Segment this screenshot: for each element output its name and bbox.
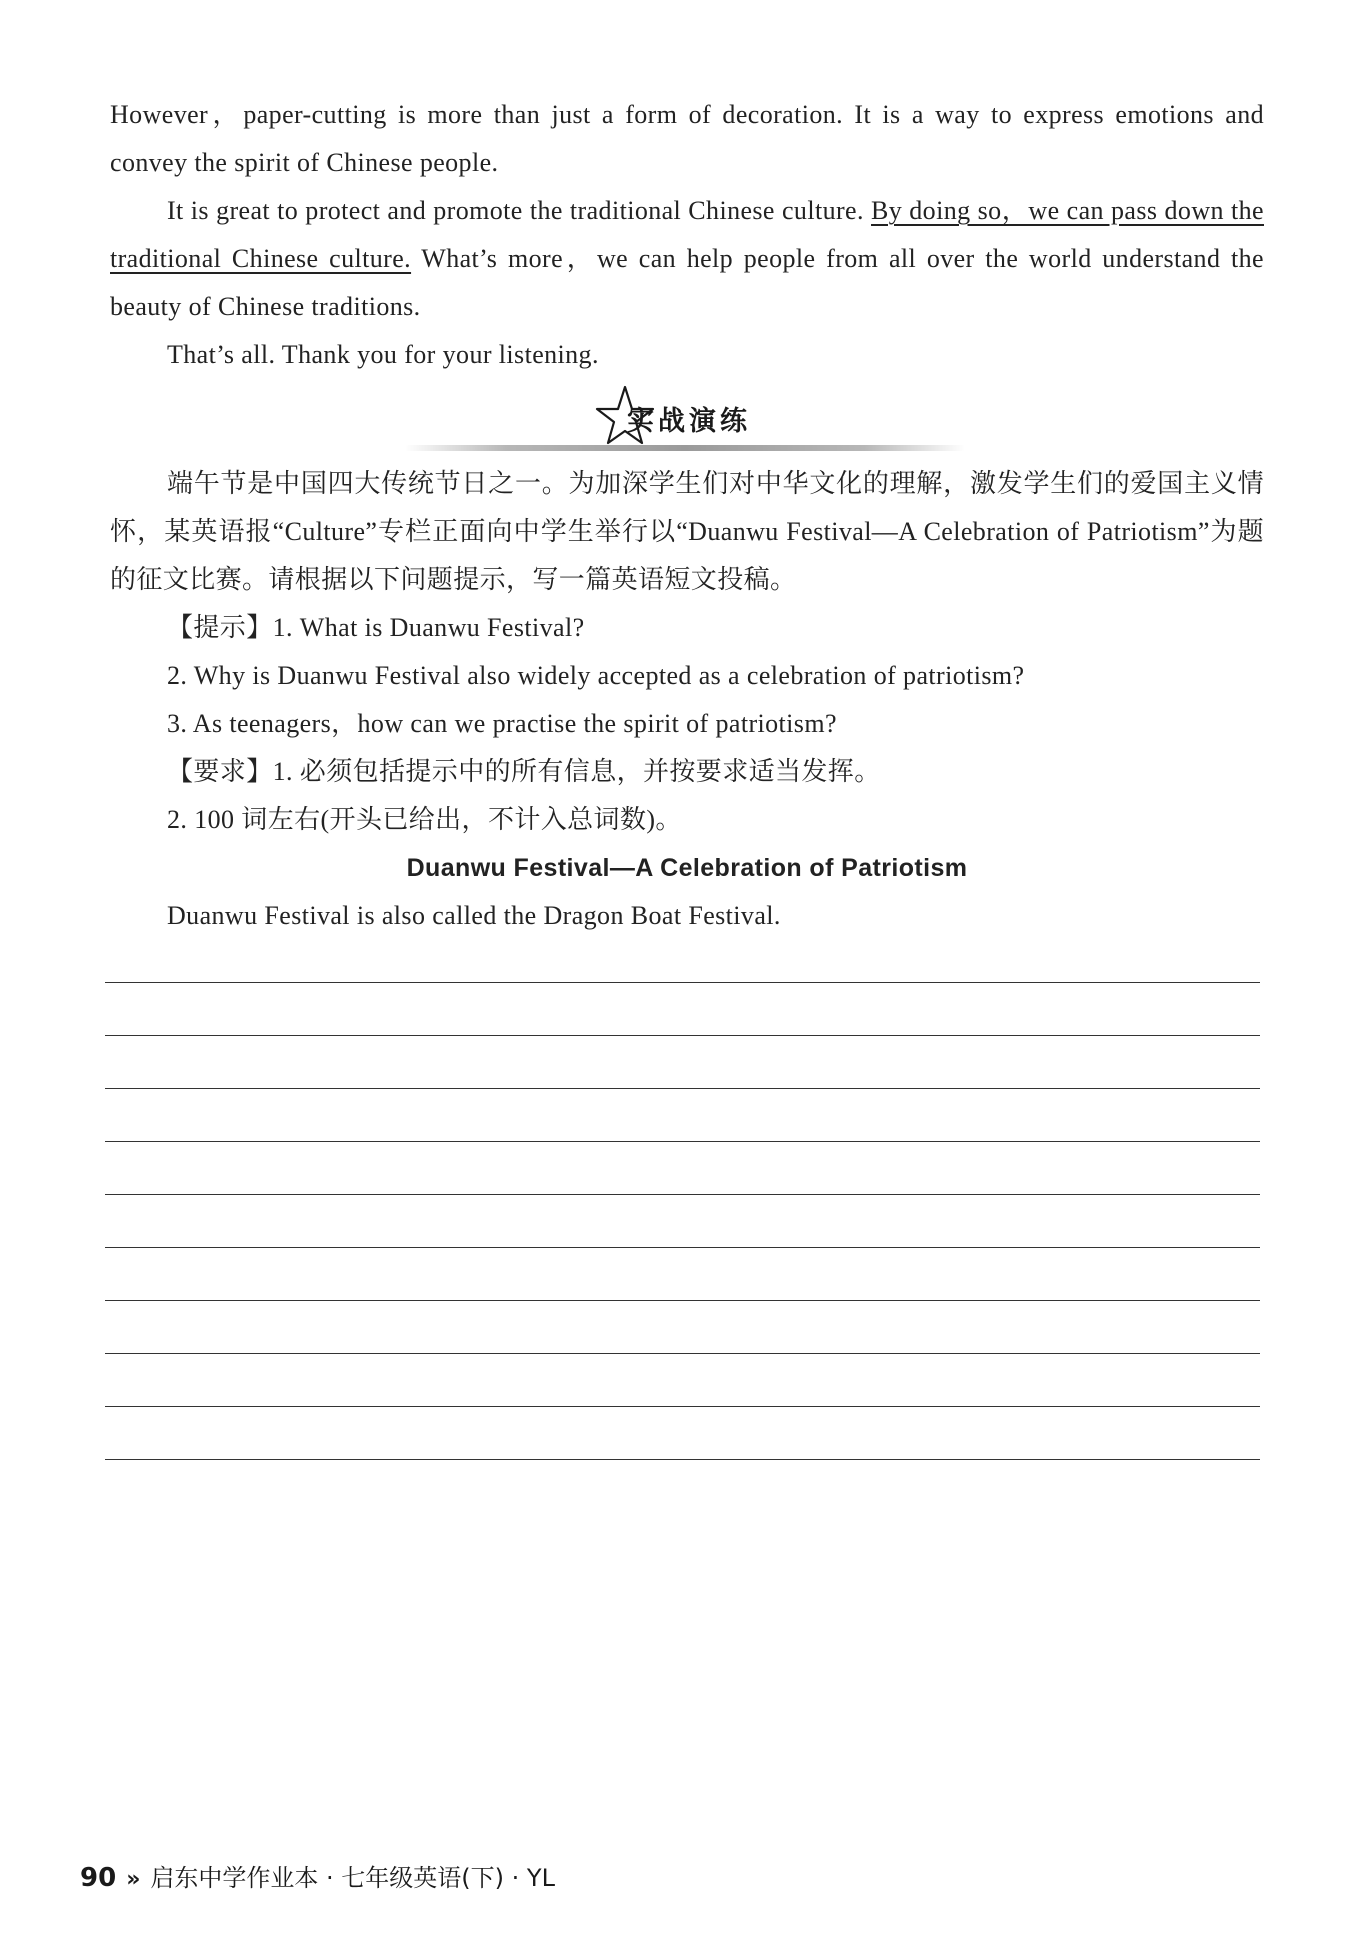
answer-line[interactable]: [105, 1407, 1260, 1460]
essay-paragraph-3: That’s all. Thank you for your listening.: [167, 340, 599, 369]
answer-line[interactable]: [105, 1354, 1260, 1407]
hint-line-1: [110, 604, 1264, 652]
answer-line[interactable]: [105, 1301, 1260, 1354]
essay-title: Duanwu Festival—A Celebration of Patriotism: [406, 854, 968, 882]
hint-2: 2. Why is Duanwu Festival also widely accepted as a celebration of patriotism?: [167, 661, 1025, 690]
essay-paragraph-2-start: It is great to protect and promote the traditional Chinese culture.: [167, 196, 872, 225]
answer-line[interactable]: [105, 1195, 1260, 1248]
essay-paragraph-2: [110, 187, 1264, 331]
answer-line[interactable]: [105, 1142, 1260, 1195]
underlined-sentence: By doing so，we can pass down the traditional Chinese culture.: [110, 196, 1264, 273]
task-intro: 端午节是中国四大传统节日之一。为加深学生们对中华文化的理解，激发学生们的爱国主义情怀，某英语报“Culture”专栏正面向中学生举行以“Duanwu Festival—A Celebration of Patriotism”为题的征文比赛。请根据以下问题提示，写一篇英语短文投稿。: [110, 469, 1264, 594]
hint-3: 3. As teenagers，how can we practise the spirit of patriotism?: [167, 709, 837, 738]
banner-rule: [405, 445, 965, 451]
essay-paragraph-2-end: What’s more，we can help people from all over the world understand the beauty of Chinese traditions.: [110, 244, 1264, 321]
answer-line[interactable]: [105, 930, 1260, 983]
previous-essay: [110, 91, 1264, 379]
answer-line[interactable]: [105, 1089, 1260, 1142]
page-number: 90: [80, 1863, 117, 1893]
essay-paragraph-1: However，paper-cutting is more than just a form of decoration. It is a way to express emotions and convey the spirit of Chinese people.: [110, 100, 1264, 177]
requirement-label: 【要求】: [167, 757, 273, 786]
book-title: 启东中学作业本 · 七年级英语(下) · YL: [150, 1864, 555, 1892]
answer-line[interactable]: [105, 1036, 1260, 1089]
hint-label: 【提示】: [167, 613, 273, 642]
hint-1: 1. What is Duanwu Festival?: [272, 613, 585, 642]
requirement-line-1: [110, 748, 1264, 796]
writing-task: [110, 460, 1264, 940]
requirement-1: 1. 必须包括提示中的所有信息，并按要求适当发挥。: [272, 757, 881, 786]
double-chevron-icon: »: [126, 1867, 141, 1892]
section-banner: [405, 385, 965, 455]
answer-line[interactable]: [105, 1248, 1260, 1301]
opening-sentence: Duanwu Festival is also called the Dragon Boat Festival.: [167, 901, 781, 930]
requirement-2: 2. 100 词左右(开头已给出，不计入总词数)。: [167, 805, 682, 834]
answer-lines[interactable]: [105, 930, 1260, 1460]
page-footer: [80, 1858, 555, 1893]
section-title: 实战演练: [627, 406, 751, 437]
answer-line[interactable]: [105, 983, 1260, 1036]
